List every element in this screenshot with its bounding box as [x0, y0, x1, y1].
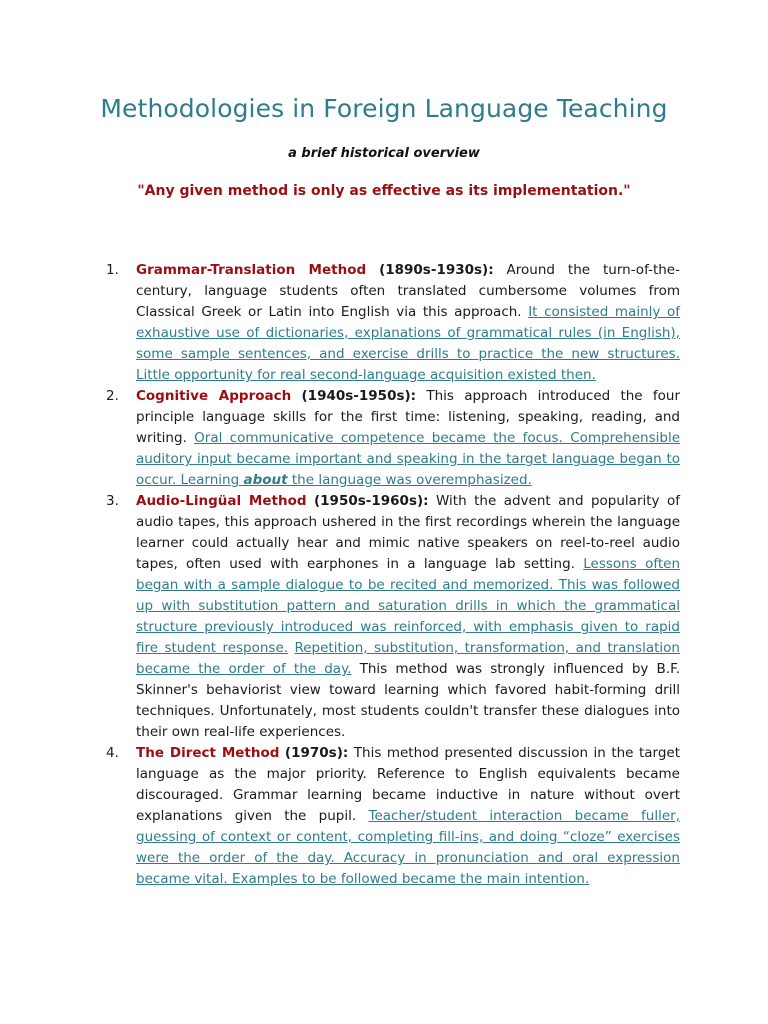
method-link-text[interactable]: Lessons often began with a sample dialogue to be recited and memorized. This was followed up with substitution pattern and saturation drills in which the grammatical structure previously introduced was reinforced, with emphasis given to rapid fire student response.	[136, 556, 680, 656]
document-title: Methodologies in Foreign Language Teaching	[100, 94, 668, 123]
epigraph-quote: "Any given method is only as effective as its implementation."	[137, 183, 631, 199]
method-description: This approach introduced the four principle language skills for the first time: listening, speaking, reading, and writing.	[136, 388, 680, 446]
method-name: The Direct Method	[136, 745, 280, 761]
method-name: Grammar-Translation Method	[136, 262, 367, 278]
method-dates: (1890s-1930s):	[379, 262, 494, 278]
method-dates: (1970s):	[284, 745, 349, 761]
method-description-continued: This method was strongly influenced by B.F. Skinner's behaviorist view toward learning which favored habit-forming drill techniques. Unfortunately, most students couldn't transfer these dialogues into their own real-life experiences.	[136, 661, 680, 740]
list-item-cognitive-approach	[106, 386, 680, 491]
method-dates: (1950s-1960s):	[313, 493, 429, 509]
method-link-text[interactable]	[136, 430, 680, 488]
document-subtitle: a brief historical overview	[288, 146, 480, 161]
list-number: 2.	[106, 388, 119, 404]
link-emphasis: about	[243, 472, 288, 488]
method-dates: (1940s-1950s):	[301, 388, 417, 404]
method-link-text[interactable]: Teacher/student interaction became fuller, guessing of context or content, completing fill-ins, and doing “cloze” exercises were the order of the day. Accuracy in pronunciation and oral expression became vital. Examples to be followed became the main intention.	[136, 808, 680, 887]
method-name: Cognitive Approach	[136, 388, 292, 404]
methods-list	[106, 260, 680, 890]
list-item-grammar-translation	[106, 260, 680, 386]
method-description: This method presented discussion in the target language as the major priority. Reference to English equivalents became discouraged. Grammar learning became inductive in nature without overt explanations given the pupil.	[136, 745, 680, 824]
method-name: Audio-Lingüal Method	[136, 493, 307, 509]
link-part: the language was overemphasized.	[291, 472, 532, 488]
list-number: 4.	[106, 745, 119, 761]
method-description: With the advent and popularity of audio tapes, this approach ushered in the first recordings wherein the language learner could actually hear and mimic native speakers on reel-to-reel audio tapes, often used with earphones in a language lab setting.	[136, 493, 680, 572]
method-link-text[interactable]: Repetition, substitution, transformation, and translation became the order of the day.	[136, 640, 680, 677]
list-number: 3.	[106, 493, 119, 509]
list-number: 1.	[106, 262, 119, 278]
list-item-audio-lingual	[106, 491, 680, 743]
method-description: Around the turn-of-the-century, language students often translated cumbersome volumes from Classical Greek or Latin into English via this approach.	[136, 262, 680, 320]
list-item-direct-method	[106, 743, 680, 890]
method-link-text[interactable]: It consisted mainly of exhaustive use of dictionaries, explanations of grammatical rules (in English), some sample sentences, and exercise drills to practice the new structures. Little opportunity for real second-language acquisition existed then.	[136, 304, 680, 383]
link-part: Oral communicative competence became the focus. Comprehensible auditory input became important and speaking in the target language began to occur. Learning	[136, 430, 680, 488]
